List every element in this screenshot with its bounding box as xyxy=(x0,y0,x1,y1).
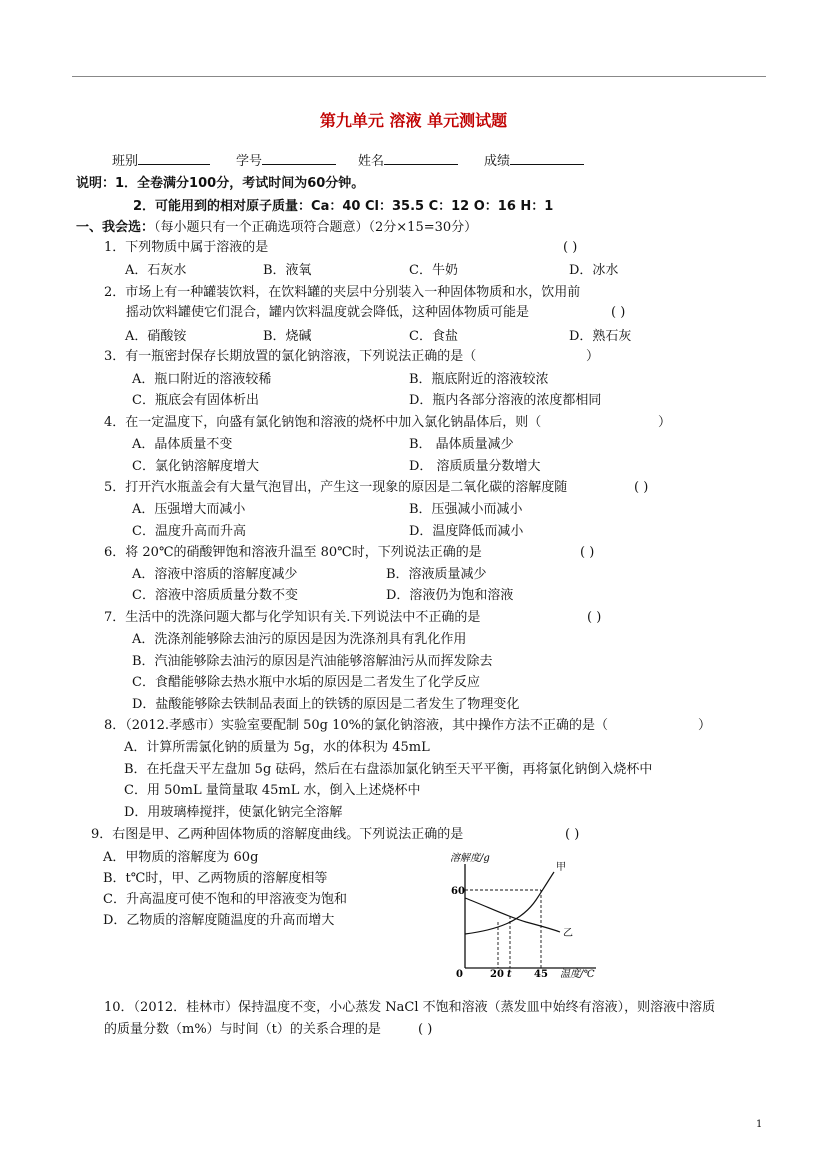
option-4b: B． 晶体质量减少 xyxy=(409,437,514,452)
option-3b: B．瓶底附近的溶液较浓 xyxy=(409,372,549,387)
option-3a: A．瓶口附近的溶液较稀 xyxy=(132,372,272,387)
option-7b: B．汽油能够除去油污的原因是汽油能够溶解油污从而挥发除去 xyxy=(132,654,493,669)
option-2d: D．熟石灰 xyxy=(569,329,632,344)
option-7d: D．盐酸能够除去铁制品表面上的铁锈的原因是二者发生了物理变化 xyxy=(132,697,520,712)
solubility-graph xyxy=(446,850,606,980)
option-6c: C．溶液中溶质质量分数不变 xyxy=(132,588,298,603)
option-2c: C．食盐 xyxy=(409,329,458,344)
option-9b: B．t℃时，甲、乙两物质的溶解度相等 xyxy=(103,871,328,886)
option-8c: C．用 50mL 量筒量取 45mL 水，倒入上述烧杯中 xyxy=(124,783,421,798)
curve-jia-label: 甲 xyxy=(556,862,566,873)
question-2-stem: 2．市场上有一种罐装饮料，在饮料罐的夹层中分别装入一种固体物质和水，饮用前 xyxy=(104,285,581,300)
option-9d: D．乙物质的溶解度随温度的升高而增大 xyxy=(103,913,335,928)
question-7-stem: 7．生活中的洗涤问题大都与化学知识有关.下列说法中不正确的是 xyxy=(104,610,481,625)
graph-y-tick-60: 60 xyxy=(451,886,465,897)
option-2b: B．烧碱 xyxy=(263,329,312,344)
option-2a: A．硝酸铵 xyxy=(125,329,187,344)
option-8b: B．在托盘天平左盘加 5g 砝码，然后在右盘添加氯化钠至天平平衡，再将氯化钠倒入烧杯中 xyxy=(124,762,653,777)
question-6-answer-paren[interactable]: ( ) xyxy=(580,545,595,560)
graph-x-tick-20: 20 xyxy=(490,969,504,980)
option-8a: A．计算所需氯化钠的质量为 5g，水的体积为 45mL xyxy=(124,740,430,755)
info-field-number: 学号 xyxy=(236,150,336,171)
option-6b: B．溶液质量减少 xyxy=(386,567,487,582)
page-number: 1 xyxy=(756,1119,763,1130)
page-title: 第九单元 溶液 单元测试题 xyxy=(319,111,508,130)
question-1-stem: 1．下列物质中属于溶液的是 xyxy=(104,240,269,255)
number-blank[interactable] xyxy=(262,150,336,165)
graph-origin: 0 xyxy=(456,969,463,980)
curve-yi xyxy=(465,898,560,932)
notes-line-1: 说明：1．全卷满分100分，考试时间为60分钟。 xyxy=(76,176,365,191)
question-2-stem-cont: 摇动饮料罐使它们混合，罐内饮料温度就会降低，这种固体物质可能是 xyxy=(126,305,530,320)
name-blank[interactable] xyxy=(384,150,458,165)
question-1-answer-paren[interactable]: ( ) xyxy=(563,240,578,255)
question-8-answer-paren[interactable]: ） xyxy=(698,718,712,733)
option-5d: D．温度降低而减小 xyxy=(409,524,524,539)
question-3-answer-paren[interactable]: ） xyxy=(586,349,600,364)
question-10-stem: 10．（2012．桂林市）保持温度不变，小心蒸发 NaCl 不饱和溶液（蒸发皿中始终有溶液），则溶液中溶质 xyxy=(104,1000,716,1015)
option-7c: C．食醋能够除去热水瓶中水垢的原因是二者发生了化学反应 xyxy=(132,675,480,690)
option-7a: A．洗涤剂能够除去油污的原因是因为洗涤剂具有乳化作用 xyxy=(132,632,467,647)
option-4c: C．氯化钠溶解度增大 xyxy=(132,459,259,474)
option-3d: D．瓶内各部分溶液的浓度都相同 xyxy=(409,393,602,408)
option-4a: A．晶体质量不变 xyxy=(132,437,233,452)
option-6d: D．溶液仍为饱和溶液 xyxy=(386,588,514,603)
option-1b: B．液氧 xyxy=(263,263,312,278)
question-5-answer-paren[interactable]: ( ) xyxy=(634,480,649,495)
question-2-answer-paren[interactable]: ( ) xyxy=(611,305,626,320)
graph-x-tick-45: 45 xyxy=(534,969,548,980)
option-9a: A．甲物质的溶解度为 60g xyxy=(103,850,259,865)
header-rule xyxy=(72,76,766,77)
info-field-score: 成绩 xyxy=(484,150,584,171)
curve-yi-label: 乙 xyxy=(563,928,573,939)
option-9c: C．升高温度可使不饱和的甲溶液变为饱和 xyxy=(103,892,347,907)
option-1a: A．石灰水 xyxy=(125,263,187,278)
option-1c: C．牛奶 xyxy=(409,263,458,278)
question-7-answer-paren[interactable]: ( ) xyxy=(587,610,602,625)
graph-ylabel: 溶解度/g xyxy=(450,853,490,864)
score-blank[interactable] xyxy=(510,150,584,165)
question-9-stem: 9．右图是甲、乙两种固体物质的溶解度曲线。下列说法正确的是 xyxy=(91,827,464,842)
graph-xlabel: 温度/℃ xyxy=(560,969,595,980)
info-field-name: 姓名 xyxy=(358,150,458,171)
class-blank[interactable] xyxy=(138,150,210,165)
question-4-stem: 4．在一定温度下，向盛有氯化钠饱和溶液的烧杯中加入氯化钠晶体后，则（ xyxy=(104,415,542,430)
option-6a: A．溶液中溶质的溶解度减少 xyxy=(132,567,298,582)
question-4-answer-paren[interactable]: ） xyxy=(658,415,672,430)
question-8-stem: 8．（2012.孝感市）实验室要配制 50g 10%的氯化钠溶液，其中操作方法不正确的是（ xyxy=(104,718,609,733)
option-5b: B．压强减小而减小 xyxy=(409,502,523,517)
question-9-answer-paren[interactable]: ( ) xyxy=(565,827,580,842)
option-5a: A．压强增大而减小 xyxy=(132,502,246,517)
question-10-answer-paren[interactable]: ( ) xyxy=(418,1022,433,1037)
graph-x-tick-t: t xyxy=(507,969,512,980)
option-5c: C．温度升高而升高 xyxy=(132,524,246,539)
section-heading: 一、我会选：（每小题只有一个正确选项符合题意）（2分×15=30分） xyxy=(76,220,478,235)
question-5-stem: 5．打开汽水瓶盖会有大量气泡冒出，产生这一现象的原因是二氧化碳的溶解度随 xyxy=(104,480,568,495)
option-8d: D．用玻璃棒搅拌，使氯化钠完全溶解 xyxy=(124,805,343,820)
option-4d: D． 溶质质量分数增大 xyxy=(409,459,541,474)
question-6-stem: 6．将 20℃的硝酸钾饱和溶液升温至 80℃时，下列说法正确的是 xyxy=(104,545,482,560)
question-10-stem-cont: 的质量分数（m%）与时间（t）的关系合理的是 xyxy=(104,1022,381,1037)
info-field-class: 班别 xyxy=(112,150,210,171)
option-3c: C．瓶底会有固体析出 xyxy=(132,393,259,408)
option-1d: D．冰水 xyxy=(569,263,619,278)
question-3-stem: 3．有一瓶密封保存长期放置的氯化钠溶液，下列说法正确的是（ xyxy=(104,349,477,364)
notes-line-2: 2．可能用到的相对原子质量：Ca：40 Cl：35.5 C：12 O：16 H：1 xyxy=(133,199,554,214)
